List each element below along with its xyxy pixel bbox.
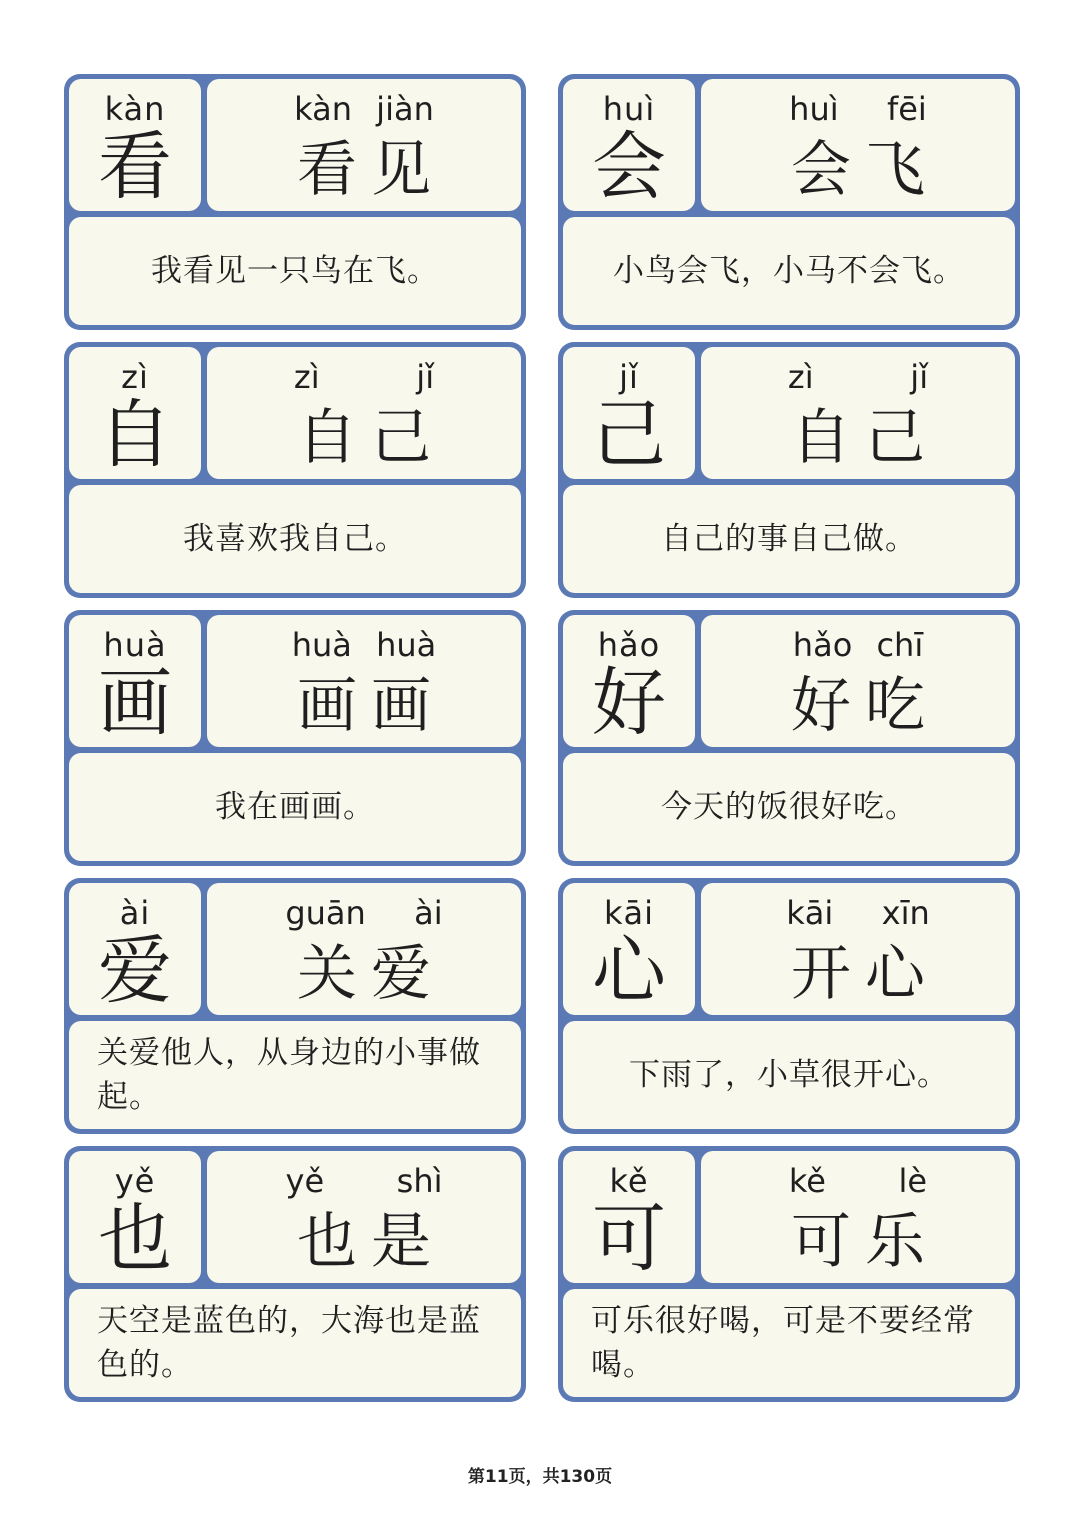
word: 好吃 [791, 671, 939, 741]
sentence-cell [563, 1021, 1015, 1129]
word-pinyin: huà huà [291, 626, 437, 664]
character-cell [563, 1151, 695, 1283]
word-pinyin: kāi xīn [786, 894, 930, 932]
word-pinyin: huì fēi [789, 90, 927, 128]
word: 也是 [297, 1207, 445, 1277]
character-cell [563, 883, 695, 1015]
word: 会飞 [791, 135, 939, 205]
page-number: 第11页，共130页 [467, 1467, 613, 1487]
word-cell [207, 615, 521, 747]
word-pinyin: yě shì [285, 1162, 443, 1200]
character-pinyin: ài [119, 894, 151, 932]
sentence-cell [69, 217, 521, 325]
character: 爱 [98, 928, 172, 1014]
character-cell [69, 1151, 201, 1283]
character: 心 [592, 928, 666, 1014]
flashcard [64, 1146, 526, 1402]
example-sentence: 自己的事自己做。 [661, 521, 917, 557]
sentence-cell [563, 1289, 1015, 1397]
character: 画 [98, 660, 172, 746]
word-pinyin: kàn jiàn [294, 90, 434, 128]
word-pinyin: guān ài [285, 894, 443, 932]
character: 看 [98, 124, 172, 210]
character-pinyin: yě [114, 1162, 156, 1200]
character-pinyin: jǐ [619, 358, 639, 396]
word-cell [701, 883, 1015, 1015]
word: 关爱 [297, 939, 445, 1009]
word-pinyin: kě lè [788, 1162, 928, 1200]
example-sentence: 天空是蓝色的，大海也是蓝色的。 [97, 1303, 481, 1383]
word-cell [701, 615, 1015, 747]
character-cell [563, 79, 695, 211]
word: 画画 [297, 671, 445, 741]
sentence-cell [69, 485, 521, 593]
word-cell [701, 79, 1015, 211]
word-cell [207, 347, 521, 479]
flashcard-grid [64, 74, 1020, 1402]
sentence-cell [563, 485, 1015, 593]
word: 自己 [297, 403, 445, 473]
example-sentence: 小鸟会飞，小马不会飞。 [613, 253, 965, 289]
word: 看见 [297, 135, 445, 205]
flashcard [64, 610, 526, 866]
example-sentence: 关爱他人，从身边的小事做起。 [97, 1035, 481, 1115]
character-pinyin: hǎo [597, 626, 661, 664]
word: 开心 [791, 939, 939, 1009]
example-sentence: 我喜欢我自己。 [183, 521, 407, 557]
example-sentence: 下雨了，小草很开心。 [629, 1057, 949, 1093]
word: 自己 [791, 403, 939, 473]
word-cell [207, 1151, 521, 1283]
word-pinyin: zì jǐ [787, 358, 929, 396]
character-pinyin: huà [103, 626, 167, 664]
sentence-cell [69, 1289, 521, 1397]
word-pinyin: zì jǐ [293, 358, 435, 396]
character-pinyin: huì [602, 90, 656, 128]
flashcard [558, 1146, 1020, 1402]
character: 己 [592, 392, 666, 478]
character-cell [563, 615, 695, 747]
word-cell [207, 883, 521, 1015]
example-sentence: 今天的饭很好吃。 [661, 789, 917, 825]
character: 好 [592, 660, 666, 746]
character-pinyin: zì [121, 358, 149, 396]
flashcard [64, 878, 526, 1134]
sentence-cell [563, 753, 1015, 861]
flashcard [558, 342, 1020, 598]
sentence-cell [69, 753, 521, 861]
word-cell [207, 79, 521, 211]
flashcard [558, 74, 1020, 330]
character-cell [69, 347, 201, 479]
word: 可乐 [791, 1207, 939, 1277]
flashcard [64, 342, 526, 598]
example-sentence: 我看见一只鸟在飞。 [151, 253, 439, 289]
example-sentence: 可乐很好喝，可是不要经常喝。 [591, 1303, 975, 1383]
flashcard [558, 610, 1020, 866]
character: 可 [592, 1196, 666, 1282]
word-cell [701, 1151, 1015, 1283]
flashcard [64, 74, 526, 330]
example-sentence: 我在画画。 [215, 789, 375, 825]
sentence-cell [69, 1021, 521, 1129]
character: 也 [98, 1196, 172, 1282]
character-cell [563, 347, 695, 479]
character-cell [69, 79, 201, 211]
flashcard [558, 878, 1020, 1134]
character-cell [69, 883, 201, 1015]
sentence-cell [563, 217, 1015, 325]
word-pinyin: hǎo chī [792, 626, 924, 664]
character-pinyin: kàn [104, 90, 166, 128]
character-cell [69, 615, 201, 747]
character: 会 [592, 124, 666, 210]
character-pinyin: kě [609, 1162, 649, 1200]
character: 自 [98, 392, 172, 478]
word-cell [701, 347, 1015, 479]
character-pinyin: kāi [603, 894, 655, 932]
